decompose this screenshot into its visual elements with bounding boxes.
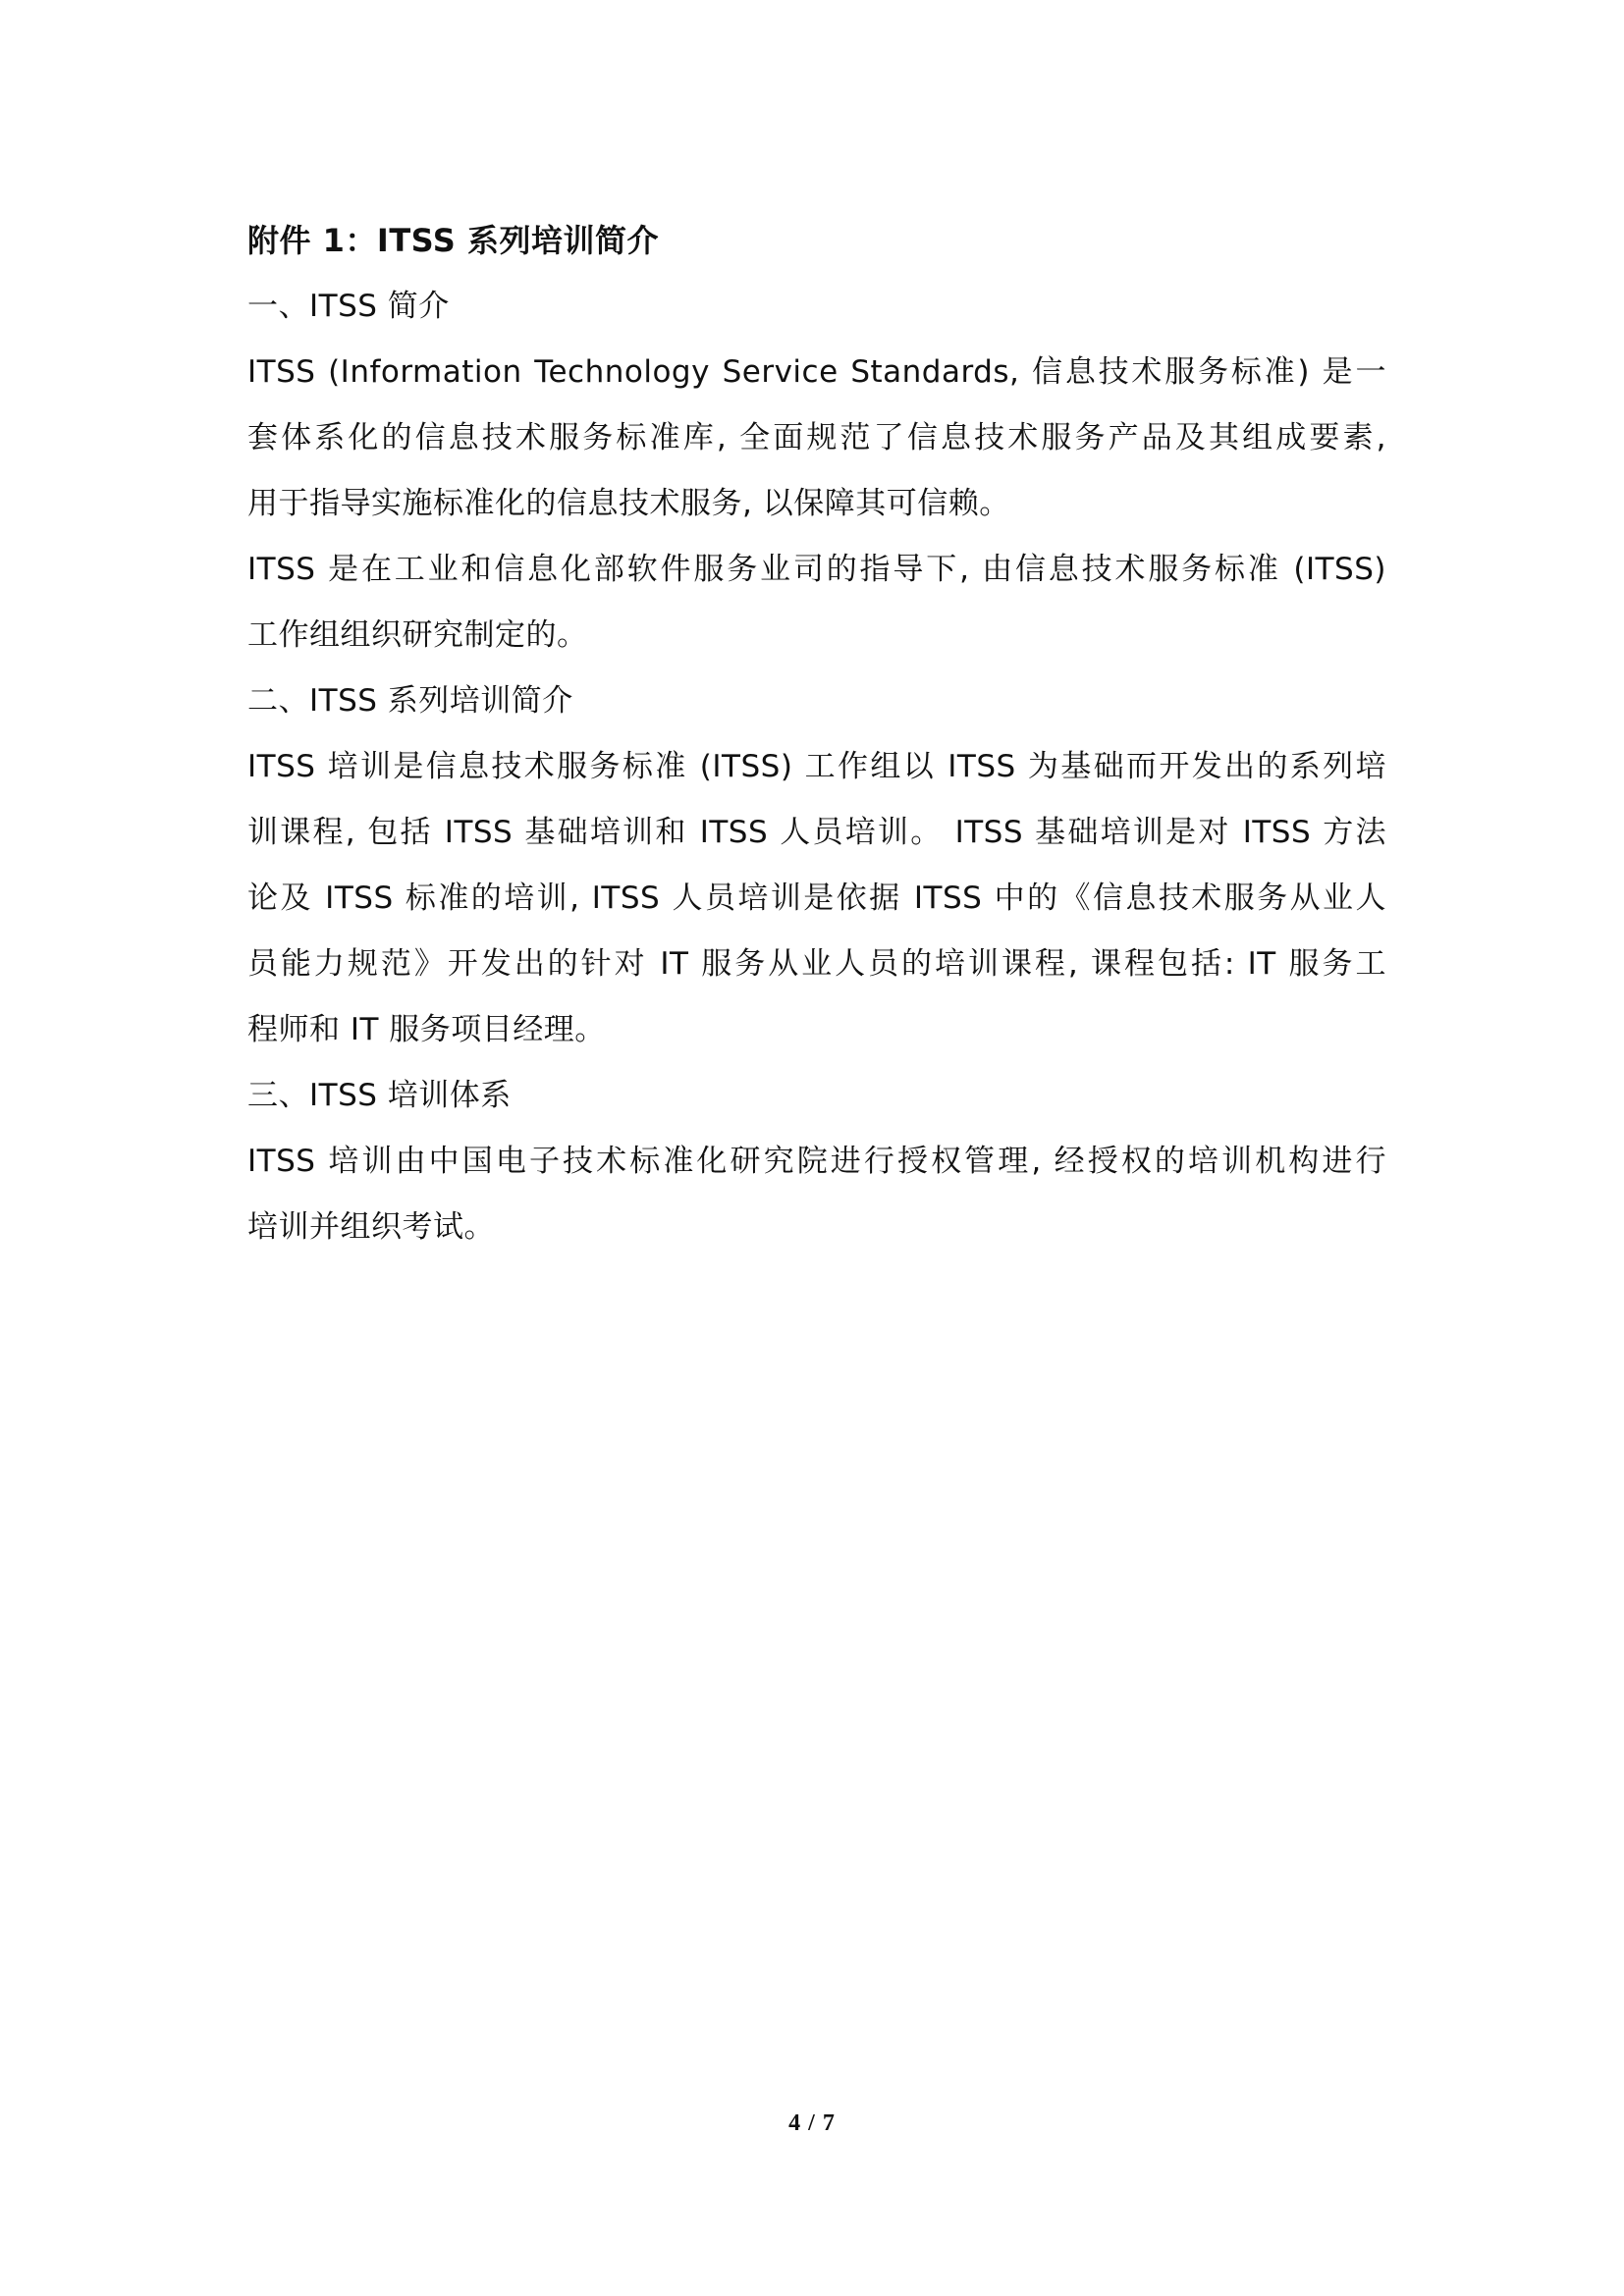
paragraph-line: 训课程, 包括 ITSS 基础培训和 ITSS 人员培训。 ITSS 基础培训是对 ITSS 方法 — [247, 815, 1386, 850]
paragraph-line: 培训并组织考试。 — [247, 1209, 495, 1245]
paragraph-line: ITSS 培训由中国电子技术标准化研究院进行授权管理, 经授权的培训机构进行 — [247, 1144, 1386, 1179]
page-number: 4 / 7 — [788, 2110, 836, 2136]
paragraph-line: 论及 ITSS 标准的培训, ITSS 人员培训是依据 ITSS 中的《信息技术服务从业人 — [247, 881, 1386, 916]
paragraph-line: 程师和 IT 服务项目经理。 — [247, 1012, 606, 1047]
paragraph-line: ITSS 培训是信息技术服务标准 (ITSS) 工作组以 ITSS 为基础而开发出的系列培 — [247, 749, 1386, 784]
paragraph-line: 工作组组织研究制定的。 — [247, 617, 588, 653]
paragraph-line: 员能力规范》开发出的针对 IT 服务从业人员的培训课程, 课程包括: IT 服务工 — [247, 946, 1386, 982]
document-title: 附件 1：ITSS 系列培训简介 — [247, 222, 659, 259]
section-heading-1: 一、ITSS 简介 — [247, 289, 450, 324]
section-heading-2: 二、ITSS 系列培训简介 — [247, 683, 573, 719]
paragraph-line: ITSS 是在工业和信息化部软件服务业司的指导下, 由信息技术服务标准 (ITSS) — [247, 552, 1386, 587]
section-heading-3: 三、ITSS 培训体系 — [247, 1078, 512, 1113]
paragraph-line: 套体系化的信息技术服务标准库, 全面规范了信息技术服务产品及其组成要素, — [247, 420, 1386, 455]
paragraph-line: 用于指导实施标准化的信息技术服务, 以保障其可信赖。 — [247, 486, 1010, 521]
paragraph-line: ITSS (Information Technology Service Standards, 信息技术服务标准) 是一 — [247, 354, 1386, 390]
document-body — [247, 208, 1386, 1260]
